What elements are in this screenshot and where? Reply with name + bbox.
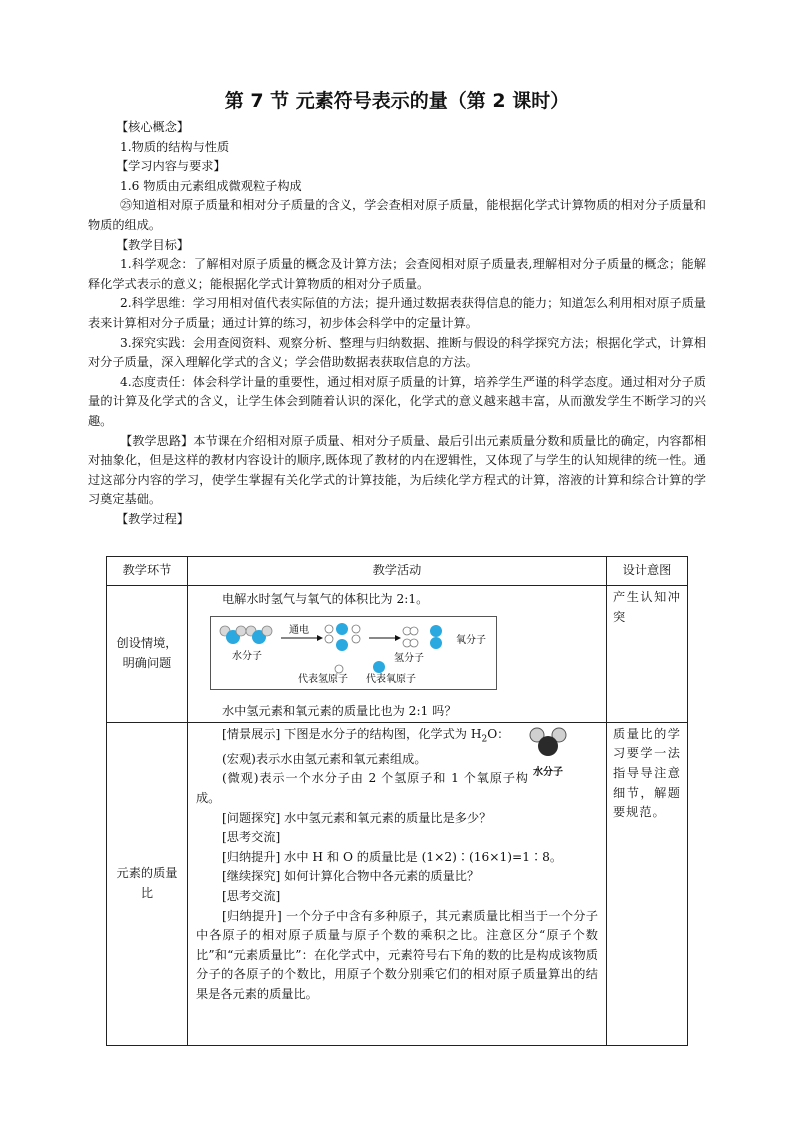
activity-line: [归纳提升] 水中 H 和 O 的质量比是 (1×2)∶(16×1)=1∶8。 bbox=[222, 849, 563, 864]
core-concept-item: 1.物质的结构与性质 bbox=[120, 139, 230, 154]
activity-line: 水中氢元素和氧元素的质量比也为 2:1 吗？ bbox=[222, 704, 457, 719]
header-stage: 教学环节 bbox=[107, 557, 188, 586]
oxygen-label: 氧分子 bbox=[456, 634, 486, 646]
activity-line: (微观)表示一个水分子由 2 个氢原子和 1 个氧原子构成。 bbox=[196, 771, 528, 805]
stage-cell: 元素的质量比 bbox=[107, 722, 188, 1045]
hydrogen-legend-label: 代表氢原子 bbox=[298, 673, 348, 685]
activity-line: [归纳提升] 一个分子中含有多种原子，其元素质量比相当于一个分子中各原子的相对原子质量与原子个数的乘积之比。注意区分“原子个数比”和“元素质量比”：在化学式中，元素符号右下角的数的比是构成该物质分子的各原子的个数比，用原子个数分别乘它们的相对原子质量算出的结果是各元素的质量比。 bbox=[196, 908, 598, 1001]
learning-item: 1.6 物质由元素组成微观粒子构成 bbox=[120, 178, 302, 193]
water-molecule-icon bbox=[220, 626, 272, 644]
intent-cell: 产生认知冲突 bbox=[607, 586, 688, 723]
hydrogen-atom-legend-icon bbox=[335, 665, 343, 673]
electrolysis-diagram bbox=[210, 616, 497, 690]
hydrogen-label: 氢分子 bbox=[394, 652, 424, 664]
water-molecule-icon bbox=[528, 725, 568, 757]
approach-heading: 【教学思路】 bbox=[120, 433, 194, 448]
stage-cell: 创设情境，明确问题 bbox=[107, 586, 188, 723]
water-molecule-caption: 水分子 bbox=[533, 767, 563, 779]
approach-text: 本节课在介绍相对原子质量、相对分子质量、最后引出元素质量分数和质量比的确定，内容都相对抽象化，但是这样的教材内容设计的顺序,既体现了教材的内在逻辑性，又体现了与学生的认知规律的统一性。通过这部分内容的学习，使学生掌握有关化学式的计算技能，为后续化学方程式的计算，溶液的计算和综合计算的学习奠定基础。 bbox=[88, 433, 707, 507]
goal-item: 3.探究实践：会用查阅资料、观察分析、整理与归纳数据、推断与假设的科学探究方法；根据化学式，计算相对分子质量，深入理解化学式的含义；学会借助数据表获取信息的方法。 bbox=[88, 335, 706, 370]
oxygen-molecule-icon bbox=[430, 625, 442, 649]
lesson-body bbox=[88, 118, 706, 529]
water-molecule-figure bbox=[518, 725, 578, 783]
header-activity: 教学活动 bbox=[188, 557, 607, 586]
oxygen-atom-legend-icon bbox=[373, 661, 385, 673]
teaching-process-table bbox=[106, 556, 688, 1046]
table-row bbox=[107, 586, 688, 723]
activity-cell bbox=[188, 586, 607, 723]
intent-cell: 质量比的学习要学一法指导导注意细节，解题要规范。 bbox=[607, 722, 688, 1045]
activity-line: [情景展示] 下图是水分子的结构图，化学式为 $H_2O$： bbox=[222, 726, 510, 745]
core-concept-heading: 【核心概念】 bbox=[116, 120, 190, 134]
hydrogen-molecule-icon bbox=[403, 627, 418, 647]
oxygen-legend-label: 代表氧原子 bbox=[366, 673, 416, 685]
header-intent: 设计意图 bbox=[607, 557, 688, 586]
goal-item: 2.科学思维：学习用相对值代表实际值的方法；提升通过数据表获得信息的能力；知道怎么利用相对原子质量表来计算相对分子质量；通过计算的练习，初步体会科学中的定量计算。 bbox=[88, 296, 706, 330]
table-header-row bbox=[107, 557, 688, 586]
arrow-head-icon bbox=[317, 635, 323, 641]
activity-line: (宏观)表示水由氢元素和氧元素组成。 bbox=[222, 751, 427, 766]
learning-heading: 【学习内容与要求】 bbox=[116, 159, 226, 174]
page-title: 第 7 节 元素符号表示的量（第 2 课时） bbox=[224, 90, 570, 112]
water-structure-block bbox=[196, 725, 598, 809]
activity-line: [思考交流] bbox=[222, 830, 281, 845]
electrolysis-label: 通电 bbox=[289, 624, 309, 636]
activity-line: 电解水时氢气与氧气的体积比为 2:1。 bbox=[222, 592, 429, 606]
approach-paragraph bbox=[88, 432, 706, 510]
water-label: 水分子 bbox=[232, 650, 262, 662]
separated-atoms-icon bbox=[325, 623, 360, 651]
table-row bbox=[107, 722, 688, 1045]
activity-line: [思考交流] bbox=[222, 888, 281, 903]
activity-cell bbox=[188, 722, 607, 1045]
goals-heading: 【教学目标】 bbox=[116, 237, 190, 252]
arrow-head-icon bbox=[395, 635, 401, 641]
goal-item: 4.态度责任：体会科学计量的重要性，通过相对原子质量的计算，培养学生严谨的科学态度。通过相对分子质量的计算及化学式的含义，让学生体会到随着认识的深化，化学式的意义越来越丰富，从而激发学生不断学习的兴趣。 bbox=[88, 374, 706, 428]
process-heading: 【教学过程】 bbox=[116, 511, 190, 526]
activity-line: [继续探究] 如何计算化合物中各元素的质量比？ bbox=[222, 869, 480, 884]
learning-detail: ㉕知道相对原子质量和相对分子质量的含义，学会查相对原子质量，能根据化学式计算物质的相对分子质量和物质的组成。 bbox=[88, 198, 706, 232]
goal-item: 1.科学观念：了解相对原子质量的概念及计算方法；会查阅相对原子质量表,理解相对分子质量的概念；能解释化学式表示的意义；能根据化学式计算物质的相对分子质量。 bbox=[88, 257, 706, 291]
activity-line: [问题探究] 水中氢元素和氧元素的质量比是多少？ bbox=[222, 810, 492, 825]
